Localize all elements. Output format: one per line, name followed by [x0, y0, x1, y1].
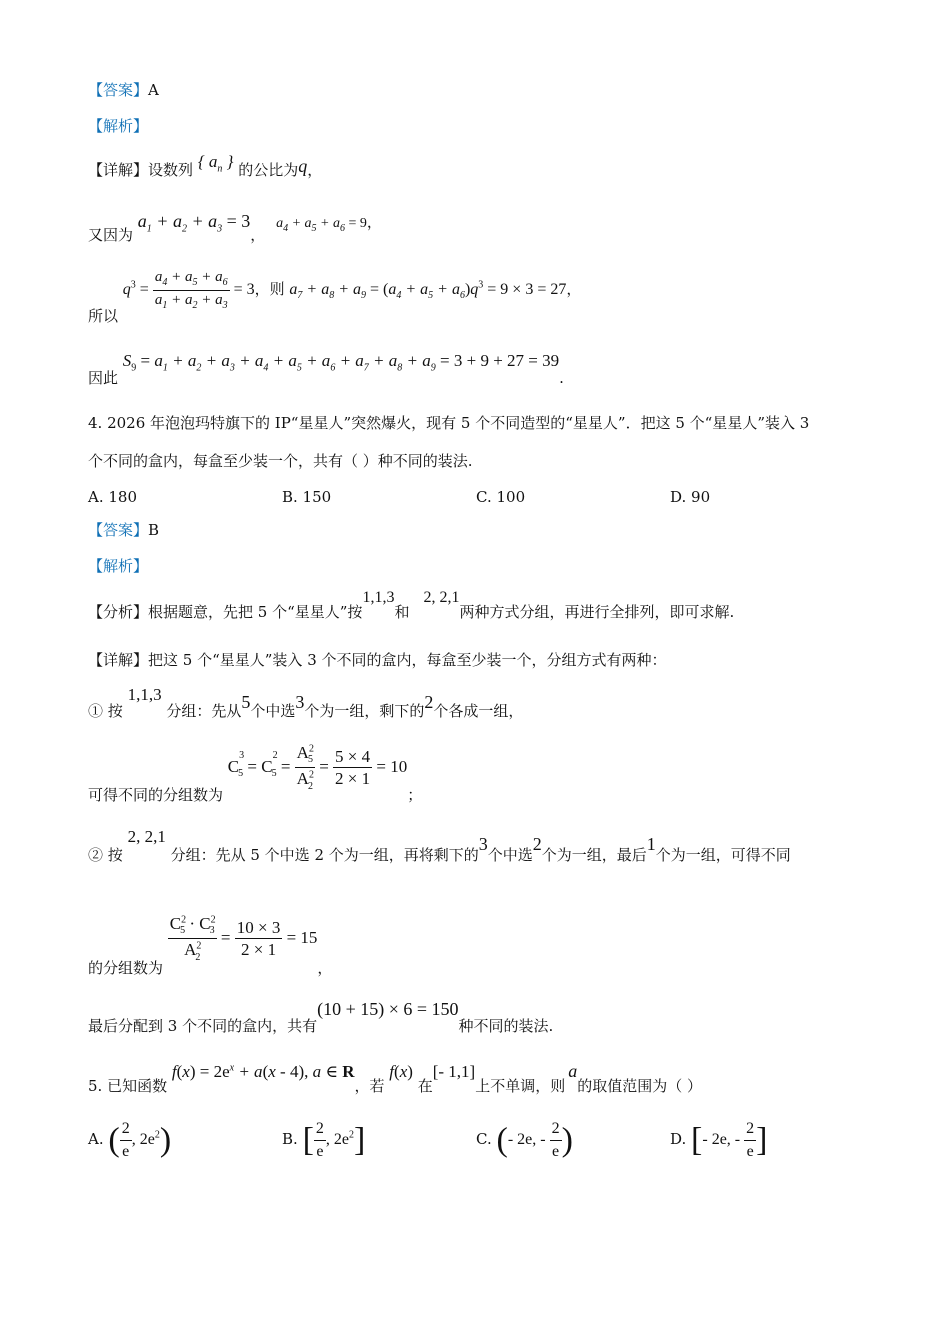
formula-sum-a456: $a_4 + a_5 + a_6 = 9$ — [276, 216, 367, 234]
formula-case2: $\frac{C^2_5 \cdot C^2_3}{A^2_2}$ = $\frac{10 \times 3}{2 \times 1}$ = 15 — [169, 914, 318, 963]
interval: [- 1,1] — [432, 1062, 476, 1081]
answer-line — [88, 83, 159, 98]
q4-option-b: B. 150 — [282, 488, 332, 506]
analysis-tag: 【解析】 — [88, 557, 149, 575]
formula-fx: $f(x) = 2e^x + a(x - 4)$, a ∈ R — [171, 1062, 355, 1081]
formula-sum-a789: $a_7 + a_8 + a_9 = (a_4 + a_5 + a_6)q^3 = 9 \times 3 = 27$ — [289, 279, 567, 302]
q4-stem-line1: 4. 2026 年泡泡玛特旗下的 IP“星星人”突然爆火，现有 5 个不同造型的“星星人”．把这 5 个“星星人”装入 3 — [88, 414, 810, 432]
analysis-line — [88, 119, 148, 134]
answer-value: B — [148, 521, 160, 539]
answer-tag: 【答案】 — [88, 521, 149, 539]
formula-c53: $C_{^35} = C_{^25}$ = $\frac{A^2_5}{A^2_2}$ = $\frac{5 \times 4}{2 \times 1}$ = 10 — [227, 743, 408, 792]
q4-option-a: A. 180 — [88, 488, 137, 506]
detail-tag: 【详解】 — [88, 161, 149, 179]
formula-q-cubed: $q^3$ = $\frac{a_4 + a_5 + a_6}{a_1 + a_2 + a_3}$ = 3 — [122, 269, 255, 311]
q4-option-d: D. 90 — [670, 488, 711, 506]
formula-sum-a123: $a_1 + a_2 + a_3 = 3$ — [137, 211, 251, 235]
q3-line4: 因此 $S_9 = a_1 + a_2 + a_3 + a_4 + a_5 + a_6 + a_7 + a_8 + a_9 = 3 + 9 + 27 = 39$. — [88, 351, 564, 387]
detail-tag: 【详解】 — [88, 651, 149, 669]
q4-case2-line: ② 按 2, 2,1 分组：先从 5 个中选 2 个为一组，再将剩下的3个中选2个为一组，最后1个为一组，可得不同 — [88, 827, 791, 864]
formula-s9: $S_9 = a_1 + a_2 + a_3 + a_4 + a_5 + a_6 + a_7 + a_8 + a_9 = 3 + 9 + 27 = 39$ — [122, 351, 560, 374]
fenxi-tag: 【分析】 — [88, 603, 149, 621]
q3-detail-line: 【详解】设数列 { $a_n$ } 的公比为q， — [88, 152, 323, 179]
q4-detail-line: 【详解】把这 5 个“星星人”装入 3 个不同的盒内，每盒至少装一个，分组方式有两种： — [88, 651, 667, 669]
answer-value: A — [148, 81, 159, 99]
q4-analysis-line — [88, 559, 148, 574]
seq-an: { $a_n$ } — [197, 152, 234, 175]
q3-line2: 又因为 $a_1 + a_2 + a_3 = 3$， $a_4 + a_5 + a_6 = 9$， — [88, 211, 382, 244]
q4-case1-line: ① 按 1,1,3 分组：先从5个中选3个为一组，剩下的2个各成一组， — [88, 685, 524, 720]
q4-answer-line — [88, 523, 159, 538]
q4-option-c: C. 100 — [476, 488, 526, 506]
q5-option-c: C. (- 2e, - $\frac{2}{e}$ ) — [476, 1120, 573, 1160]
q3-line3: 所以 $q^3$ = $\frac{a_4 + a_5 + a_6}{a_1 + a_2 + a_3}$ = 3，则 $a_7 + a_8 + a_9 = (a_4 + a_5 + a_6)q^3 = 9 \times 3 = 27$， — [88, 269, 582, 326]
q5-option-b: B. [ $\frac{2}{e}$ , $2e^2$] — [282, 1120, 366, 1160]
q4-case1-result-line: 可得不同的分组数为 $C_{^35} = C_{^25}$ = $\frac{A^2_5}{A^2_2}$ = $\frac{5 \times 4}{2 \times 1}$ = 10； — [88, 743, 423, 804]
analysis-tag: 【解析】 — [88, 117, 149, 135]
q4-stem-line2: 个不同的盒内，每盒至少装一个，共有（ ）种不同的装法. — [88, 452, 473, 470]
formula-final: (10 + 15) × 6 = 150 — [317, 999, 459, 1019]
answer-tag: 【答案】 — [88, 81, 149, 99]
q5-option-a: A. ( $\frac{2}{e}$ , $2e^2$) — [88, 1120, 172, 1160]
q4-case2-result-line: 的分组数为 $\frac{C^2_5 \cdot C^2_3}{A^2_2}$ = $\frac{10 \times 3}{2 \times 1}$ = 15， — [88, 914, 333, 977]
q5-option-d: D. [- 2e, - $\frac{2}{e}$ ] — [670, 1120, 768, 1160]
q4-final-line: 最后分配到 3 个不同的盒内，共有(10 + 15) × 6 = 150种不同的装法. — [88, 999, 554, 1035]
q4-fenxi-line: 【分析】根据题意，先把 5 个“星星人”按1,1,3和2, 2,1两种方式分组，再进行全排列，即可求解. — [88, 589, 735, 621]
q5-stem-line: 5. 已知函数 $f(x) = 2e^x + a(x - 4)$, a ∈ R，若 f(x) 在[- 1,1]上不单调，则a的取值范围为（ ） — [88, 1061, 702, 1095]
